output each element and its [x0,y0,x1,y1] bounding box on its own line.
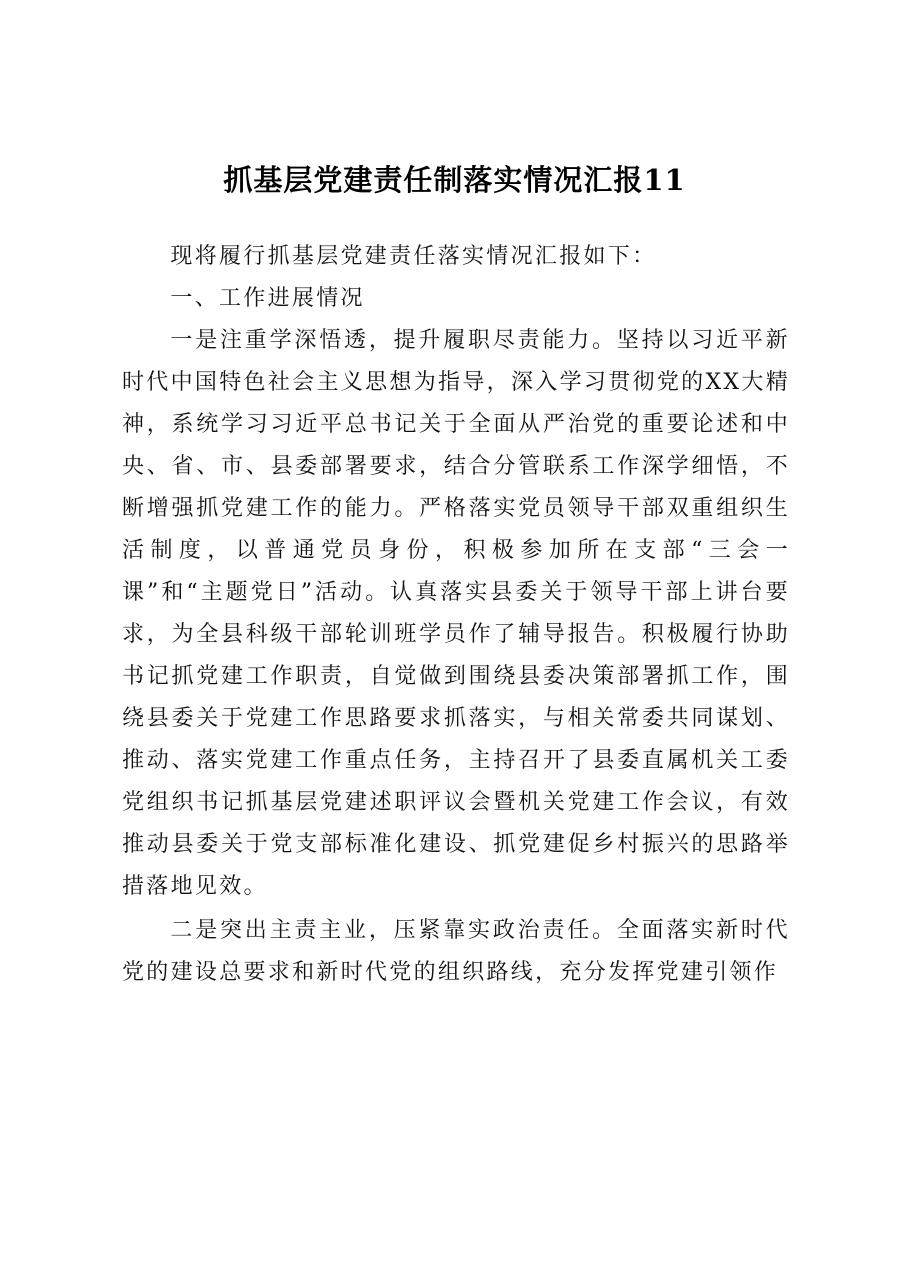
intro-paragraph: 现将履行抓基层党建责任落实情况汇报如下： [170,244,657,269]
section-heading: 一、工作进展情况 [170,286,365,311]
body-paragraph-1: 一是注重学深悟透，提升履职尽责能力。坚持以习近平新时代中国特色社会主义思想为指导，深入学习贯彻党的XX大精神，系统学习习近平总书记关于全面从严治党的重要论述和中央、省、市、县委部署要求，结合分管联系工作深学细悟，不断增强抓党建工作的能力。严格落实党员领导干部双重组织生活制度，以普通党员身份，积极参加所在支部“三会一课”和“主题党日”活动。认真落实县委关于领导干部上讲台要求，为全县科级干部轮训班学员作了辅导报告。积极履行协助书记抓党建工作职责，自觉做到围绕县委决策部署抓工作，围绕县委关于党建工作思路要求抓落实，与相关常委共同谋划、推动、落实党建工作重点任务，主持召开了县委直属机关工委党组织书记抓基层党建述职评议会暨机关党建工作会议，有效推动县委关于党支部标准化建设、抓党建促乡村振兴的思路举措落地见效。 [122,328,790,899]
body-paragraph-2: 二是突出主责主业，压紧靠实政治责任。全面落实新时代党的建设总要求和新时代党的组织路线，充分发挥党建引领作 [122,918,790,985]
document-title: 抓基层党建责任制落实情况汇报11 [223,163,686,197]
document-body [122,236,790,994]
